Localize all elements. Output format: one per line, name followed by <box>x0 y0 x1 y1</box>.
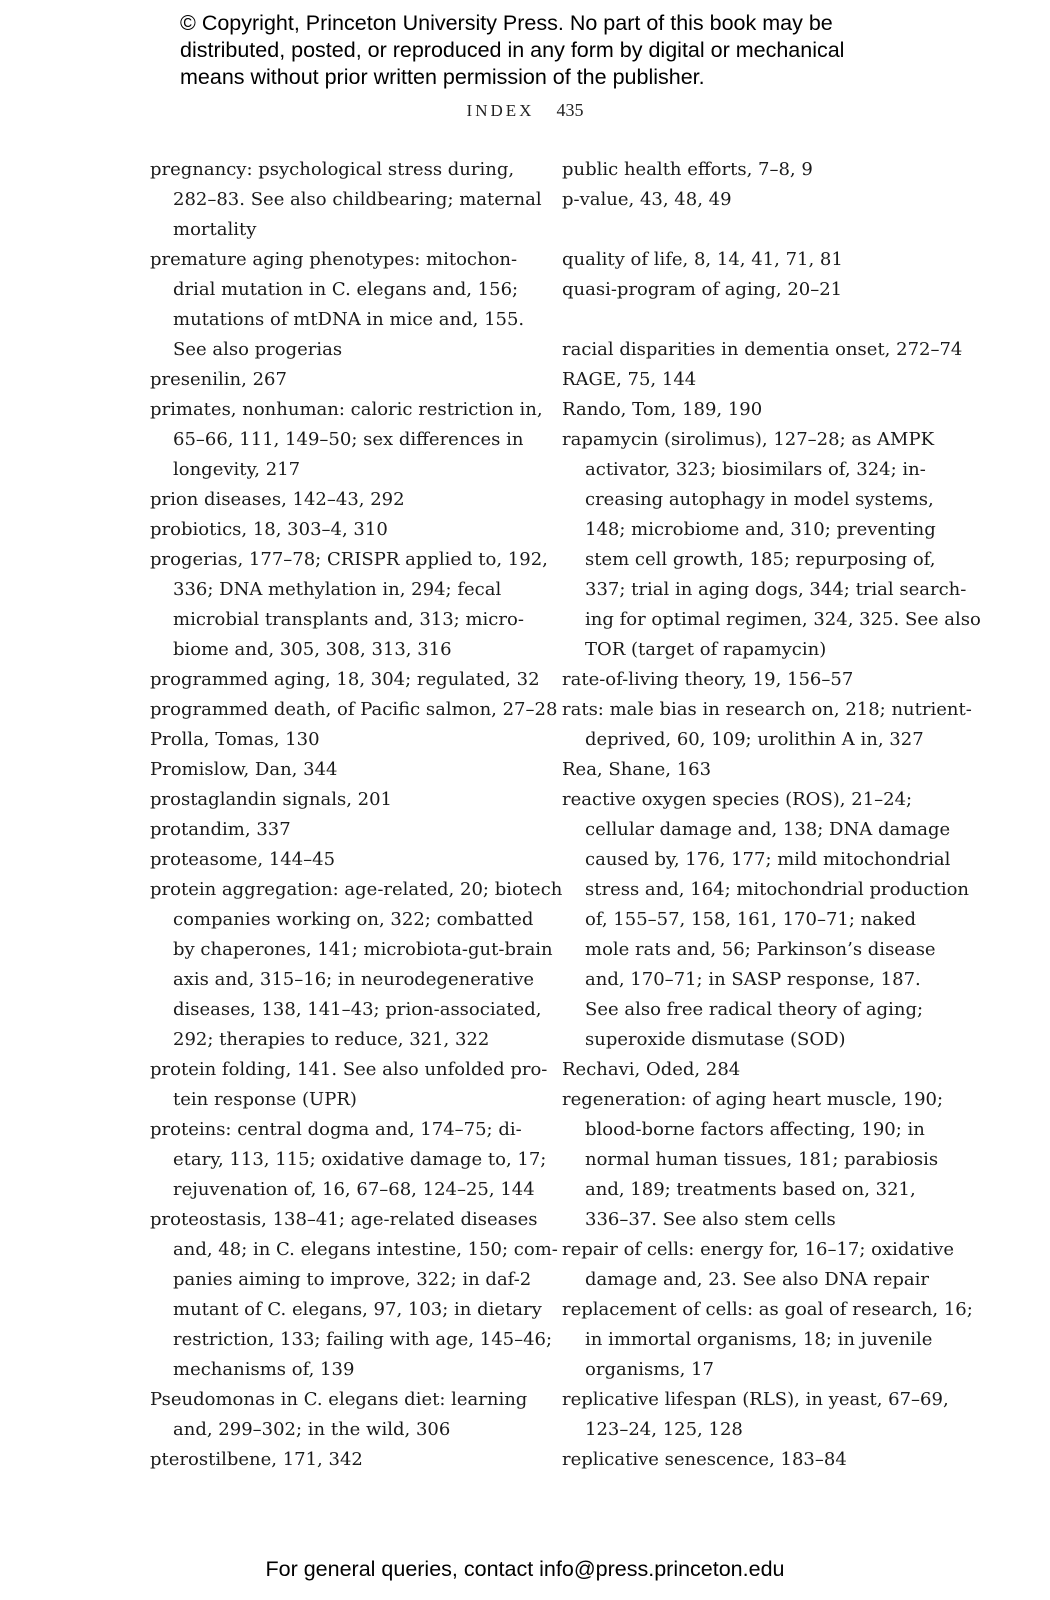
index-line: panies aiming to improve, 322; in daf-2 <box>173 1269 532 1290</box>
index-line: Promislow, Dan, 344 <box>150 759 338 780</box>
index-line: Rea, Shane, 163 <box>562 759 712 780</box>
index-line: restriction, 133; failing with age, 145–46; <box>173 1329 553 1350</box>
index-line: primates, nonhuman: caloric restriction in, <box>150 399 543 420</box>
index-line: and, 299–302; in the wild, 306 <box>173 1419 451 1440</box>
index-line: cellular damage and, 138; DNA damage <box>585 819 951 840</box>
index-line: RAGE, 75, 144 <box>562 369 697 390</box>
index-line: See also progerias <box>173 339 343 360</box>
index-line: deprived, 60, 109; urolithin A in, 327 <box>585 729 924 750</box>
index-line: regeneration: of aging heart muscle, 190; <box>562 1089 944 1110</box>
index-line: programmed death, of Pacific salmon, 27–28 <box>150 699 558 720</box>
index-line: public health efforts, 7–8, 9 <box>562 159 813 180</box>
index-line: repair of cells: energy for, 16–17; oxidative <box>562 1239 954 1260</box>
index-line: 337; trial in aging dogs, 344; trial search- <box>585 579 967 600</box>
copyright-notice <box>180 10 940 91</box>
index-line: organisms, 17 <box>585 1359 714 1380</box>
index-line: rapamycin (sirolimus), 127–28; as AMPK <box>562 429 935 450</box>
index-line: mortality <box>173 219 257 240</box>
index-line: protein aggregation: age-related, 20; biotech <box>150 879 563 900</box>
index-line: prostaglandin signals, 201 <box>150 789 392 810</box>
index-line: caused by, 176, 177; mild mitochondrial <box>585 849 951 870</box>
index-line: 148; microbiome and, 310; preventing <box>585 519 936 540</box>
index-line: by chaperones, 141; microbiota-gut-brain <box>173 939 553 960</box>
index-line: Pseudomonas in C. elegans diet: learning <box>150 1389 528 1410</box>
index-line: p-value, 43, 48, 49 <box>562 189 732 210</box>
index-line: stress and, 164; mitochondrial production <box>585 879 970 900</box>
index-line: etary, 113, 115; oxidative damage to, 17; <box>173 1149 547 1170</box>
footer-contact: For general queries, contact info@press.princeton.edu <box>265 1557 785 1581</box>
index-line: normal human tissues, 181; parabiosis <box>585 1149 939 1170</box>
index-line: proteostasis, 138–41; age-related diseases <box>150 1209 538 1230</box>
page-number: 435 <box>556 100 584 120</box>
index-line: 336; DNA methylation in, 294; fecal <box>173 579 502 600</box>
index-line: tein response (UPR) <box>173 1089 357 1110</box>
index-line: proteasome, 144–45 <box>150 849 336 870</box>
index-line: presenilin, 267 <box>150 369 287 390</box>
index-line: activator, 323; biosimilars of, 324; in- <box>585 459 926 480</box>
index-line: proteins: central dogma and, 174–75; di- <box>150 1119 522 1140</box>
index-line: mutations of mtDNA in mice and, 155. <box>173 309 525 330</box>
index-line: protandim, 337 <box>150 819 291 840</box>
index-line: 123–24, 125, 128 <box>585 1419 743 1440</box>
index-line: axis and, 315–16; in neurodegenerative <box>173 969 535 990</box>
index-line: mechanisms of, 139 <box>173 1359 355 1380</box>
index-line: longevity, 217 <box>173 459 301 480</box>
index-line: rats: male bias in research on, 218; nutrient- <box>562 699 972 720</box>
index-line: and, 170–71; in SASP response, 187. <box>585 969 921 990</box>
copyright-line: means without prior written permission of the publisher. <box>180 65 705 89</box>
letter-group-gap <box>562 215 962 245</box>
section-title: INDEX <box>466 101 535 120</box>
index-line: Rechavi, Oded, 284 <box>562 1059 741 1080</box>
index-line: quality of life, 8, 14, 41, 71, 81 <box>562 249 843 270</box>
index-line: 336–37. See also stem cells <box>585 1209 836 1230</box>
index-line: probiotics, 18, 303–4, 310 <box>150 519 388 540</box>
copyright-line: distributed, posted, or reproduced in any form by digital or mechanical <box>180 38 845 62</box>
index-line: and, 189; treatments based on, 321, <box>585 1179 916 1200</box>
index-column-right <box>562 155 981 1475</box>
index-line: quasi-program of aging, 20–21 <box>562 279 843 300</box>
index-line: ing for optimal regimen, 324, 325. See also <box>585 609 981 630</box>
index-line: 65–66, 111, 149–50; sex differences in <box>173 429 524 450</box>
index-line: superoxide dismutase (SOD) <box>585 1029 846 1050</box>
index-column-left <box>150 155 563 1475</box>
index-line: replicative lifespan (RLS), in yeast, 67–69, <box>562 1389 949 1410</box>
index-line: in immortal organisms, 18; in juvenile <box>585 1329 933 1350</box>
index-line: and, 48; in C. elegans intestine, 150; com- <box>173 1239 558 1260</box>
index-line: mutant of C. elegans, 97, 103; in dietary <box>173 1299 542 1320</box>
index-line: programmed aging, 18, 304; regulated, 32 <box>150 669 540 690</box>
index-line: 292; therapies to reduce, 321, 322 <box>173 1029 490 1050</box>
index-line: racial disparities in dementia onset, 272–74 <box>562 339 963 360</box>
index-line: drial mutation in C. elegans and, 156; <box>173 279 519 300</box>
index-line: protein folding, 141. See also unfolded pro- <box>150 1059 548 1080</box>
index-line: diseases, 138, 141–43; prion-associated, <box>173 999 542 1020</box>
index-line: replicative senescence, 183–84 <box>562 1449 847 1470</box>
index-line: companies working on, 322; combatted <box>173 909 534 930</box>
index-line: blood-borne factors affecting, 190; in <box>585 1119 925 1140</box>
index-line: stem cell growth, 185; repurposing of, <box>585 549 936 570</box>
index-line: Rando, Tom, 189, 190 <box>562 399 763 420</box>
copyright-line: © Copyright, Princeton University Press. No part of this book may be <box>180 11 833 35</box>
index-line: of, 155–57, 158, 161, 170–71; naked <box>585 909 917 930</box>
index-line: pregnancy: psychological stress during, <box>150 159 515 180</box>
index-line: 282–83. See also childbearing; maternal <box>173 189 542 210</box>
index-line: reactive oxygen species (ROS), 21–24; <box>562 789 913 810</box>
index-line: mole rats and, 56; Parkinson’s disease <box>585 939 936 960</box>
index-line: prion diseases, 142–43, 292 <box>150 489 405 510</box>
index-line: TOR (target of rapamycin) <box>585 639 827 660</box>
index-line: Prolla, Tomas, 130 <box>150 729 320 750</box>
index-line: rate-of-living theory, 19, 156–57 <box>562 669 854 690</box>
index-line: pterostilbene, 171, 342 <box>150 1449 363 1470</box>
index-line: creasing autophagy in model systems, <box>585 489 934 510</box>
index-line: biome and, 305, 308, 313, 316 <box>173 639 452 660</box>
letter-group-gap <box>562 305 962 335</box>
index-line: damage and, 23. See also DNA repair <box>585 1269 930 1290</box>
index-line: replacement of cells: as goal of research, 16; <box>562 1299 973 1320</box>
index-line: rejuvenation of, 16, 67–68, 124–25, 144 <box>173 1179 535 1200</box>
index-line: See also free radical theory of aging; <box>585 999 924 1020</box>
running-head <box>0 100 1050 121</box>
index-line: microbial transplants and, 313; micro- <box>173 609 524 630</box>
index-line: premature aging phenotypes: mitochon- <box>150 249 518 270</box>
index-line: progerias, 177–78; CRISPR applied to, 192, <box>150 549 548 570</box>
